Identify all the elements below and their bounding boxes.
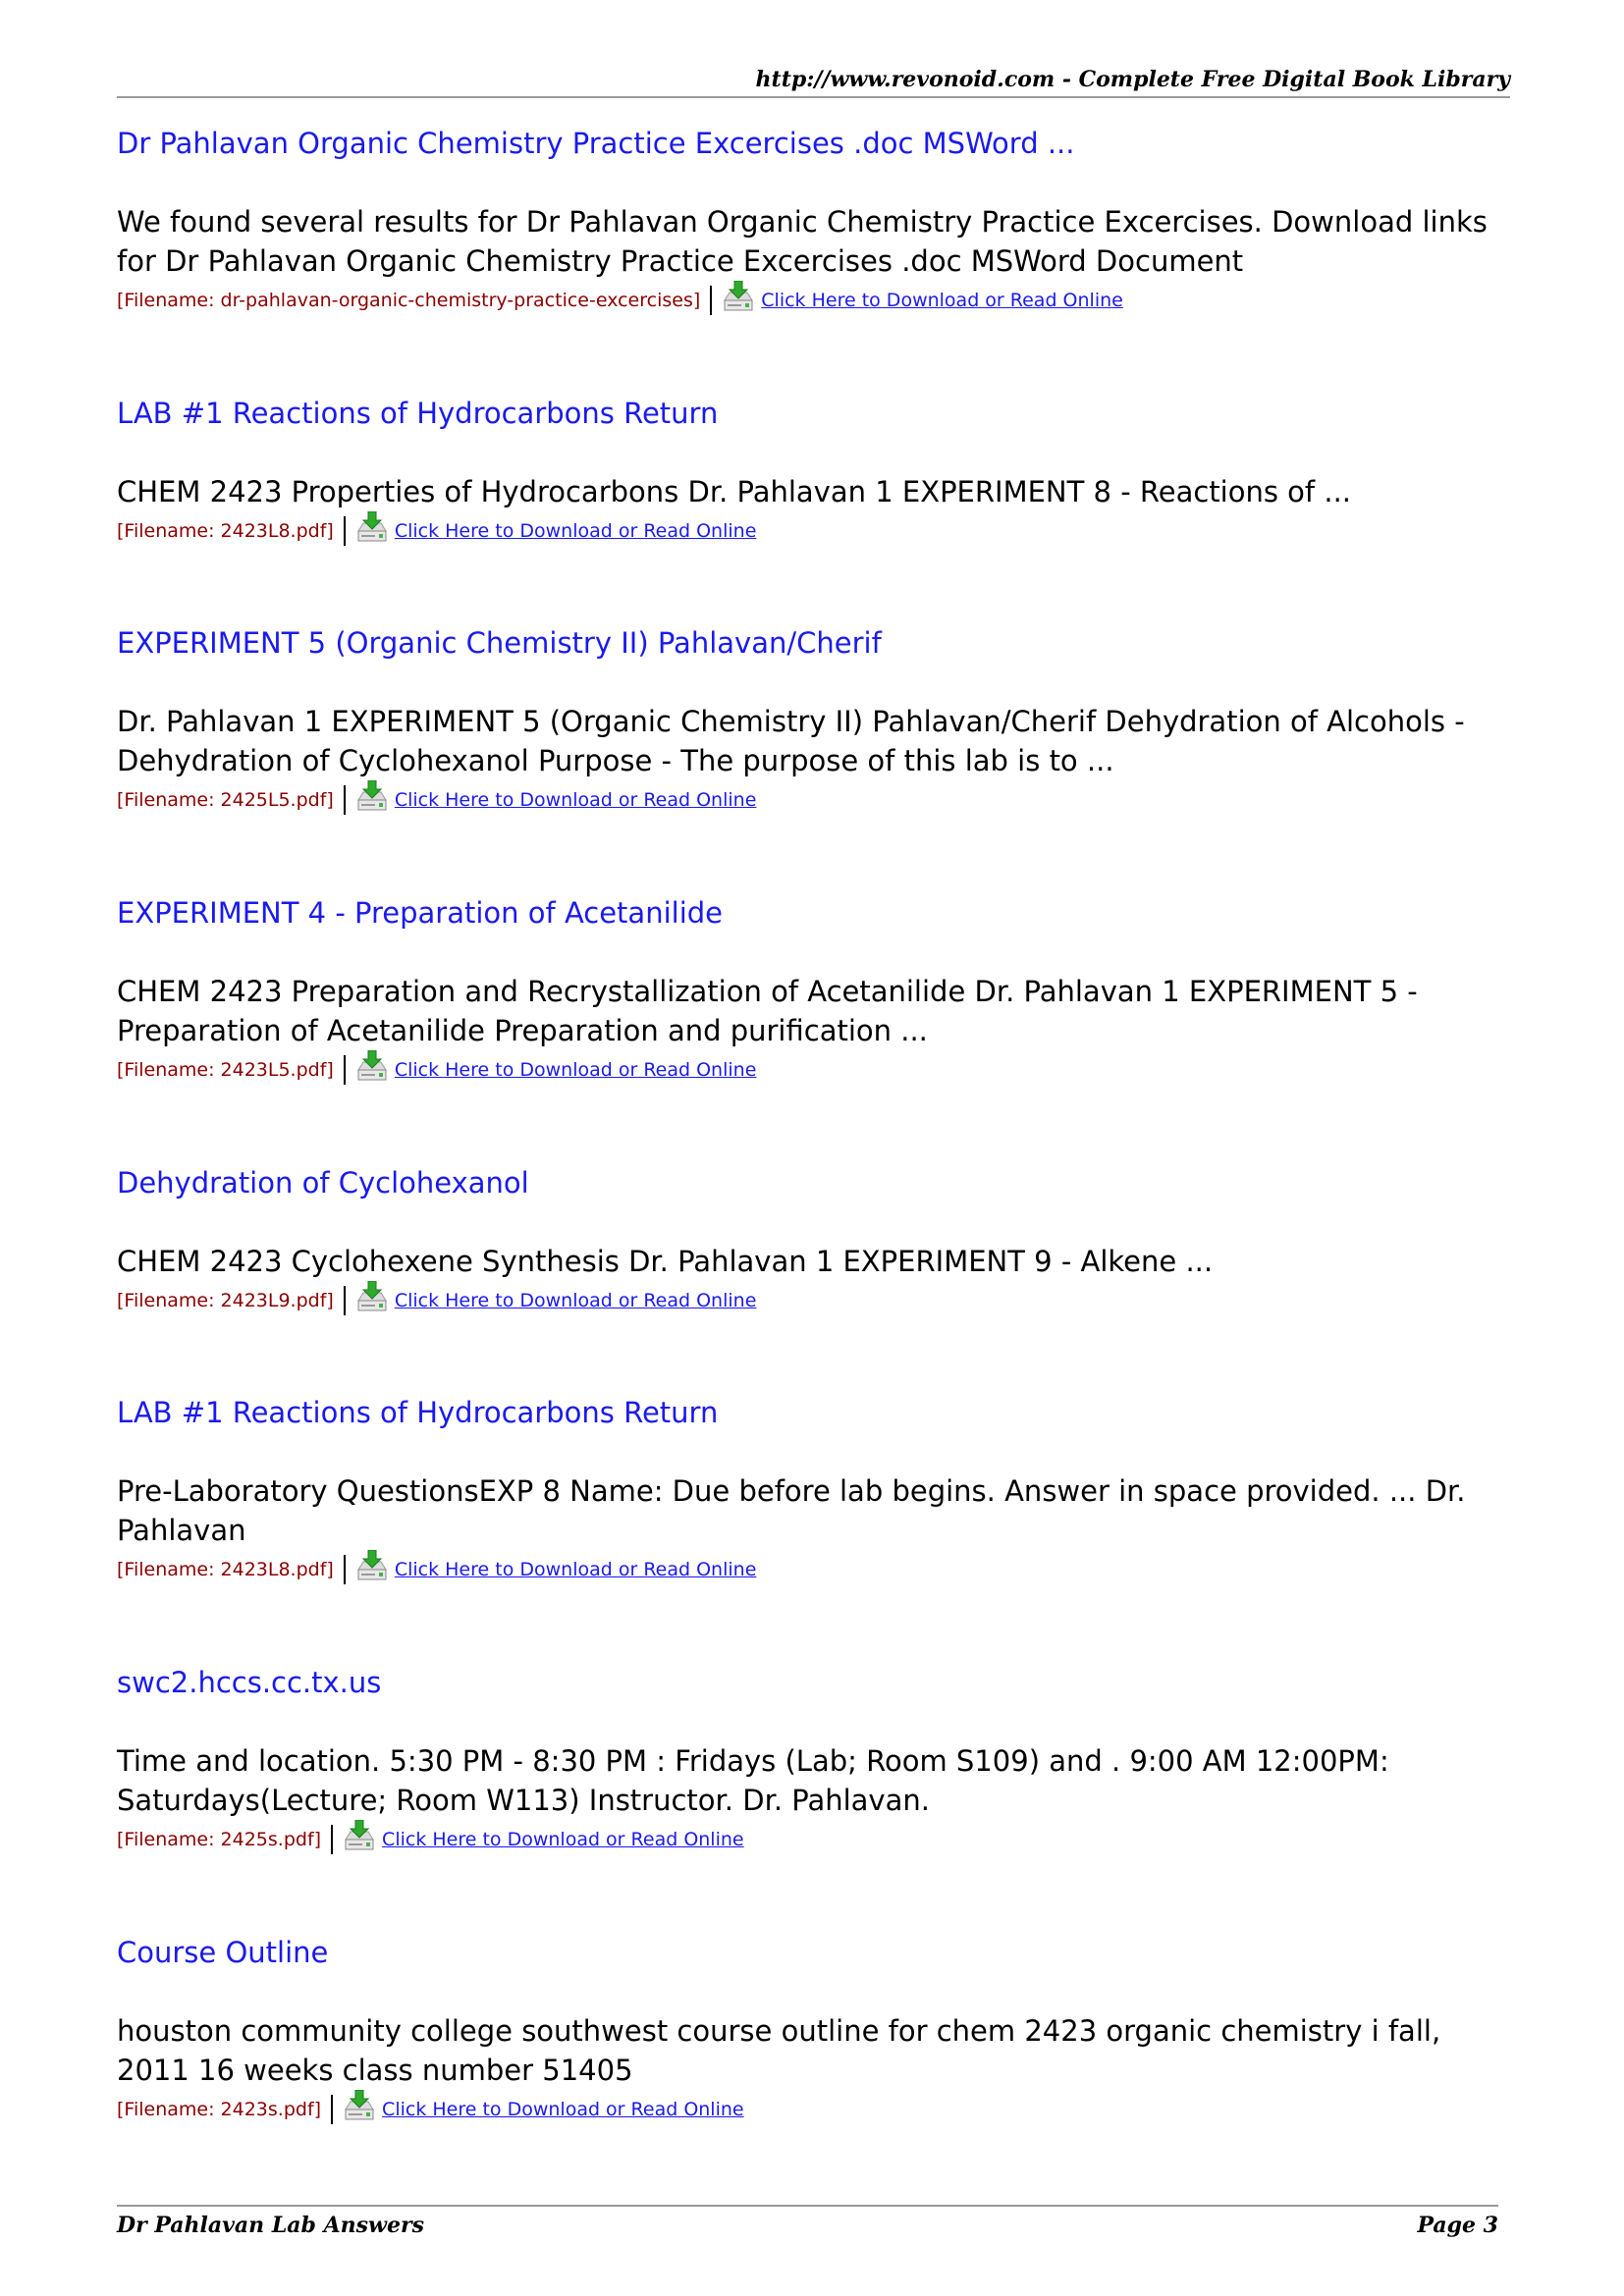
result-meta bbox=[117, 1554, 1510, 1585]
search-result bbox=[117, 396, 1510, 547]
result-filename: [Filename: 2423L9.pdf] bbox=[117, 1290, 334, 1311]
page-footer bbox=[117, 2205, 1498, 2238]
result-filename: [Filename: 2425s.pdf] bbox=[117, 1829, 322, 1850]
result-description: CHEM 2423 Properties of Hydrocarbons Dr. Pahlavan 1 EXPERIMENT 8 - Reactions of ... bbox=[117, 475, 1352, 508]
download-link[interactable]: Click Here to Download or Read Online bbox=[382, 2099, 744, 2120]
result-description: houston community college southwest course outline for chem 2423 organic chemistry i fall, 2011 16 weeks class number 51405 bbox=[117, 2014, 1441, 2087]
separator bbox=[331, 1825, 333, 1854]
download-drive-icon[interactable] bbox=[355, 1550, 389, 1581]
result-title-link[interactable]: LAB #1 Reactions of Hydrocarbons Return bbox=[117, 1396, 719, 1429]
result-title-link[interactable]: Course Outline bbox=[117, 1936, 329, 1969]
result-filename: [Filename: 2423L8.pdf] bbox=[117, 1559, 334, 1580]
search-result bbox=[117, 1665, 1510, 1855]
result-meta bbox=[117, 285, 1510, 316]
page-number: Page 3 bbox=[1417, 2213, 1498, 2238]
separator bbox=[344, 516, 346, 546]
result-description: We found several results for Dr Pahlavan Organic Chemistry Practice Excercises. Download links for Dr Pahlavan Organic Chemistry Practice Excercises .doc MSWord Document bbox=[117, 205, 1488, 278]
separator bbox=[344, 1555, 346, 1584]
result-title-link[interactable]: Dehydration of Cyclohexanol bbox=[117, 1166, 529, 1200]
download-drive-icon[interactable] bbox=[343, 2090, 376, 2121]
result-meta bbox=[117, 1285, 1510, 1316]
download-drive-icon[interactable] bbox=[355, 1050, 389, 1082]
download-drive-icon[interactable] bbox=[343, 1820, 376, 1851]
search-result bbox=[117, 1395, 1510, 1585]
result-filename: [Filename: 2423L8.pdf] bbox=[117, 520, 334, 542]
download-link[interactable]: Click Here to Download or Read Online bbox=[394, 1059, 757, 1081]
download-link[interactable]: Click Here to Download or Read Online bbox=[394, 1559, 757, 1580]
result-description: Pre-Laboratory QuestionsEXP 8 Name: Due before lab begins. Answer in space provided. ... Dr. Pahlavan bbox=[117, 1474, 1466, 1547]
result-title-link[interactable]: LAB #1 Reactions of Hydrocarbons Return bbox=[117, 397, 719, 430]
result-meta bbox=[117, 784, 1510, 816]
separator bbox=[331, 2095, 333, 2124]
result-description: CHEM 2423 Cyclohexene Synthesis Dr. Pahlavan 1 EXPERIMENT 9 - Alkene ... bbox=[117, 1245, 1214, 1278]
result-title-link[interactable]: swc2.hccs.cc.tx.us bbox=[117, 1666, 382, 1699]
download-link[interactable]: Click Here to Download or Read Online bbox=[394, 1290, 757, 1311]
download-drive-icon[interactable] bbox=[722, 281, 755, 312]
download-link[interactable]: Click Here to Download or Read Online bbox=[382, 1829, 744, 1850]
separator bbox=[710, 286, 712, 315]
search-result bbox=[117, 1165, 1510, 1316]
result-meta bbox=[117, 2094, 1510, 2125]
result-filename: [Filename: 2425L5.pdf] bbox=[117, 789, 334, 811]
result-filename: [Filename: dr-pahlavan-organic-chemistry-practice-excercises] bbox=[117, 290, 701, 311]
download-link[interactable]: Click Here to Download or Read Online bbox=[394, 520, 757, 542]
result-description: CHEM 2423 Preparation and Recrystallization of Acetanilide Dr. Pahlavan 1 EXPERIMENT 5 - Preparation of Acetanilide Preparation and purification ... bbox=[117, 975, 1418, 1047]
download-drive-icon[interactable] bbox=[355, 511, 389, 543]
download-link[interactable]: Click Here to Download or Read Online bbox=[761, 290, 1123, 311]
separator bbox=[344, 1055, 346, 1085]
separator bbox=[344, 1286, 346, 1315]
result-description: Time and location. 5:30 PM - 8:30 PM : Fridays (Lab; Room S109) and . 9:00 AM 12:00PM: Saturdays(Lecture; Room W113) Instructor. Dr. Pahlavan. bbox=[117, 1744, 1389, 1817]
result-meta bbox=[117, 1824, 1510, 1855]
search-result bbox=[117, 895, 1510, 1086]
download-link[interactable]: Click Here to Download or Read Online bbox=[394, 789, 757, 811]
result-title-link[interactable]: Dr Pahlavan Organic Chemistry Practice Excercises .doc MSWord ... bbox=[117, 127, 1075, 160]
download-drive-icon[interactable] bbox=[355, 1281, 389, 1312]
result-meta bbox=[117, 515, 1510, 547]
search-result bbox=[117, 625, 1510, 816]
result-title-link[interactable]: EXPERIMENT 5 (Organic Chemistry II) Pahlavan/Cherif bbox=[117, 626, 882, 660]
result-filename: [Filename: 2423L5.pdf] bbox=[117, 1059, 334, 1081]
result-meta bbox=[117, 1054, 1510, 1086]
search-result bbox=[117, 126, 1510, 316]
footer-title: Dr Pahlavan Lab Answers bbox=[117, 2213, 424, 2238]
download-drive-icon[interactable] bbox=[355, 780, 389, 812]
result-title-link[interactable]: EXPERIMENT 4 - Preparation of Acetanilide bbox=[117, 896, 724, 930]
result-description: Dr. Pahlavan 1 EXPERIMENT 5 (Organic Chemistry II) Pahlavan/Cherif Dehydration of Alcohols - Dehydration of Cyclohexanol Purpose - The purpose of this lab is to ... bbox=[117, 705, 1465, 777]
search-result bbox=[117, 1935, 1510, 2125]
result-filename: [Filename: 2423s.pdf] bbox=[117, 2099, 322, 2120]
page-header: http://www.revonoid.com - Complete Free Digital Book Library bbox=[117, 67, 1510, 98]
separator bbox=[344, 785, 346, 815]
